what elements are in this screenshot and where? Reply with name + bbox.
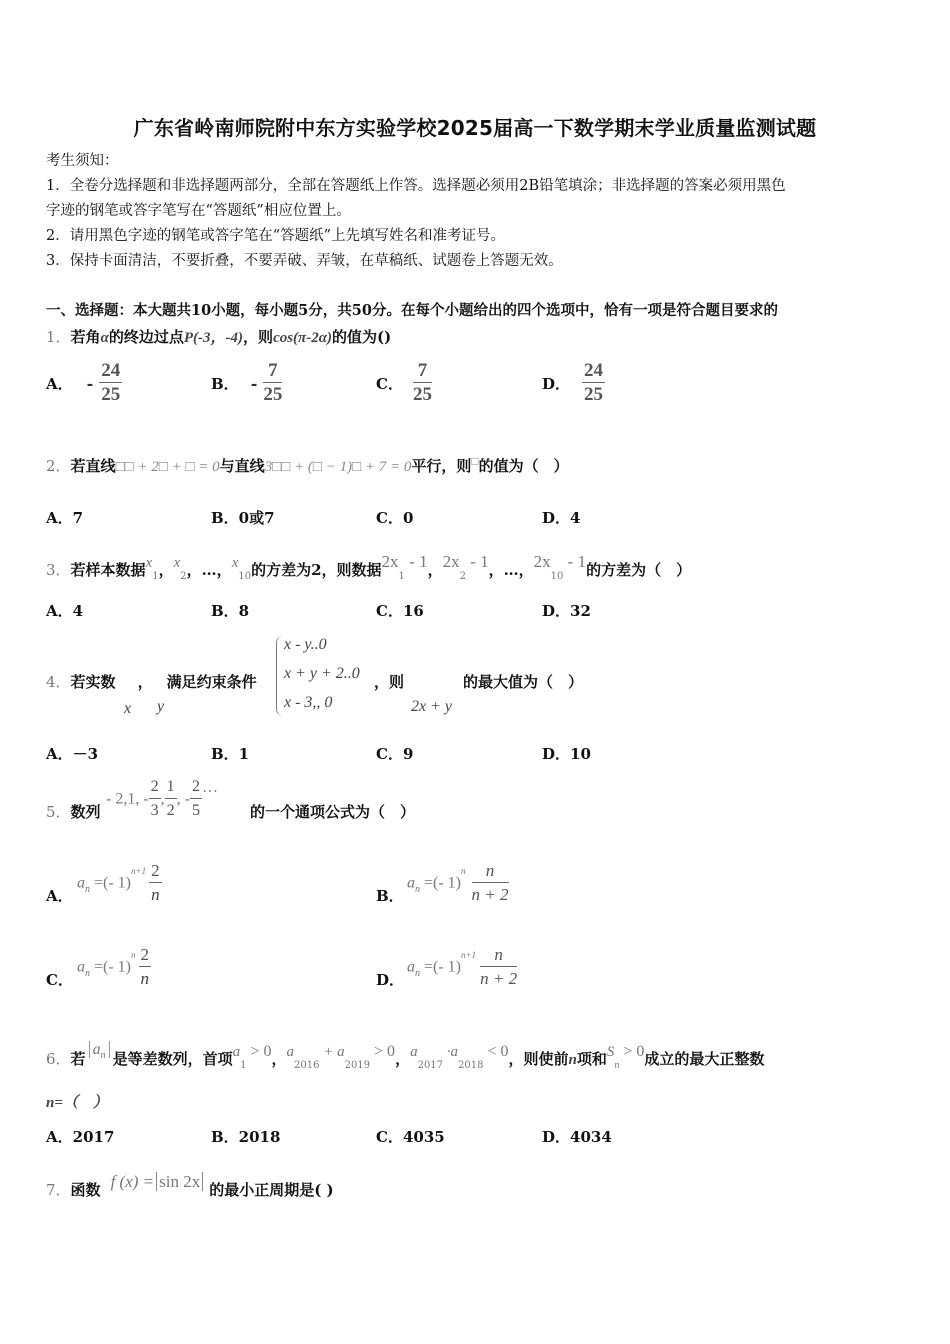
question-number: 1．	[46, 328, 71, 346]
q4-text-max: 的最大值为（ ）	[463, 673, 584, 691]
abs-value-expression: sin 2x	[156, 1172, 203, 1191]
constraint-3: x - 3,, 0	[284, 694, 333, 711]
question-5-label: 5．数列	[46, 803, 101, 821]
q1-option-c: C． $\frac{7}{25}$	[376, 360, 432, 405]
objective-expression: 2x + y	[411, 698, 452, 715]
q2-option-b: B．0或7	[211, 509, 275, 527]
q6-line-2: n=（ ）	[46, 1095, 108, 1111]
q6-option-a: A．2017	[46, 1128, 115, 1146]
q2-option-d: D．4	[542, 509, 581, 527]
variable-y: y	[157, 698, 165, 715]
question-6: 6．若$a_n$ 是等差数列，首项$a_1 > 0$，$a_{2016} + a_{2019} > 0$，$a_{2017} \cdot a_{2018} < 0$，则使前n项和$S_n > 0$成立的最大正整数	[46, 1041, 765, 1071]
question-4: 4．若实数 ， 满足约束条件	[46, 673, 257, 691]
sequence-expression: - 2,1, - $\frac{2}{3}$ , $\frac{1}{2}$ , - $\frac{2}{5}$ …	[106, 778, 218, 819]
q4-option-b: B．1	[211, 745, 250, 763]
q3-option-c: C．16	[376, 602, 424, 620]
q4-option-d: D．10	[542, 745, 591, 763]
question-7: 7．函数 f (x) = sin 2x 的最小正周期是( )	[46, 1172, 334, 1199]
section-heading: 一、选择题：本大题共10小题，每小题5分，共50分。在每个小题给出的四个选项中，恰有一项是符合题目要求的	[46, 302, 778, 319]
page-title: 广东省岭南师院附中东方实验学校2025届高一下数学期末学业质量监测试题	[133, 116, 817, 140]
q1-option-a: A． - $\frac{24}{25}$	[46, 360, 121, 405]
sequence-set: $a_n$	[89, 1041, 110, 1058]
q2-option-a: A．7	[46, 509, 84, 527]
q6-option-b: B．2018	[211, 1128, 281, 1146]
q5-option-b-label: B．	[376, 887, 404, 905]
q3-option-d: D．32	[542, 602, 591, 620]
q5-option-b-formula: $a_n$ =(- 1)$^n$ $\frac{n}{n + 2}$	[407, 861, 509, 904]
q1-option-d: D． $\frac{24}{25}$	[542, 360, 604, 405]
q4-option-c: C．9	[376, 745, 414, 763]
q5-text: 的一个通项公式为（ ）	[250, 803, 416, 821]
q2-option-c: C．0	[376, 509, 414, 527]
q6-option-c: C．4035	[376, 1128, 445, 1146]
q4-option-a: A．－3	[46, 745, 99, 763]
q4-text-then: ，则	[374, 673, 405, 691]
q3-option-a: A．4	[46, 602, 84, 620]
q6-option-d: D．4034	[542, 1128, 612, 1146]
constraint-brace	[276, 636, 283, 716]
q5-option-c-formula: $a_n$ =(- 1)$^n$ $\frac{2}{n}$	[77, 945, 150, 988]
q1-option-b: B． - $\frac{7}{25}$	[211, 360, 283, 405]
notice-item-2: 2．请用黑色字迹的钢笔或答字笔在“答题纸”上先填写姓名和准考证号。	[46, 228, 506, 244]
notice-item-1a: 1．全卷分选择题和非选择题两部分，全部在答题纸上作答。选择题必须用2B铅笔填涂；非选择题的答案必须用黑色	[46, 178, 786, 194]
constraint-1: x - y..0	[284, 636, 327, 653]
line-2-equation: 3□□ + (□ − 1)□ + 7 = 0	[264, 459, 412, 475]
notice-item-3: 3．保持卡面清洁，不要折叠，不要弄破、弄皱，在草稿纸、试题卷上答题无效。	[46, 253, 563, 269]
q5-option-d-label: D．	[376, 971, 405, 989]
question-3: 3．若样本数据$x_1$，$x_2$，…，$x_{10}$的方差为2，则数据$2x_1 - 1$，$2x_2 - 1$，…，$2x_{10} - 1$的方差为（ ）	[46, 552, 692, 582]
q5-option-c-label: C．	[46, 971, 73, 989]
constraint-2: x + y + 2..0	[284, 665, 360, 682]
notice-heading: 考生须知：	[46, 153, 119, 169]
q5-option-a-label: A．	[46, 887, 73, 905]
question-1: 1．若角α的终边过点P(-3，-4)，则cos(π-2α)的值为()	[46, 328, 392, 346]
q5-option-d-formula: $a_n$ =(- 1)$^{n+1}$ $\frac{n}{n + 2}$	[407, 945, 518, 988]
variable-x: x	[124, 700, 132, 717]
q3-option-b: B．8	[211, 602, 250, 620]
line-1-equation: □□ + 2□ + □ = 0	[115, 459, 220, 475]
question-2: 2．若直线□□ + 2□ + □ = 0与直线3□□ + (□ − 1)□ + 7 = 0平行，则□的值为（ ）	[46, 454, 569, 475]
notice-item-1b: 字迹的钢笔或答字笔写在“答题纸”相应位置上。	[46, 203, 351, 219]
q5-option-a-formula: $a_n$ =(- 1)$^{n+1}$ $\frac{2}{n}$	[77, 861, 160, 904]
